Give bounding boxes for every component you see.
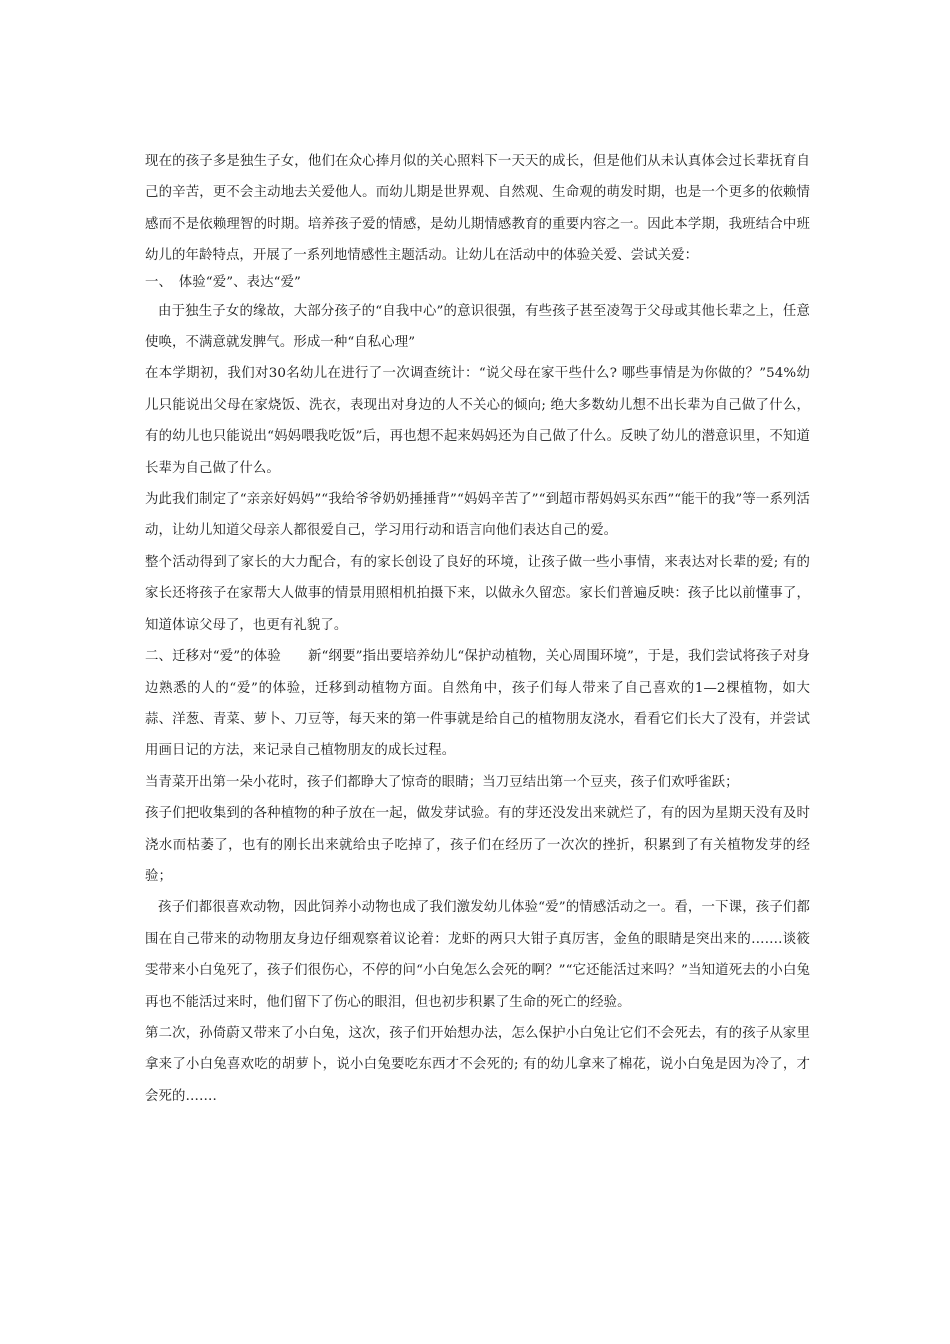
paragraph: 当青菜开出第一朵小花时，孩子们都睁大了惊奇的眼睛；当刀豆结出第一个豆夹，孩子们欢呼雀跃； bbox=[145, 774, 739, 790]
section-heading-1: 一、 体验“爱”、表达“爱” bbox=[145, 274, 301, 290]
paragraph: 第二次，孙倚蔚又带来了小白兔，这次，孩子们开始想办法，怎么保护小白兔让它们不会死去，有的孩子从家里拿来了小白兔喜欢吃的胡萝卜，说小白兔要吃东西才不会死的; 有的幼儿拿来了棉花，说小白兔是因为冷了，才会死的……. bbox=[145, 1025, 810, 1104]
paragraph: 孩子们都很喜欢动物，因此饲养小动物也成了我们激发幼儿体验“爱”的情感活动之一。看，一下课，孩子们都围在自己带来的动物朋友身边仔细观察着议论着：龙虾的两只大钳子真厉害，金鱼的眼睛是突出来的…….谈筱雯带来小白兔死了，孩子们很伤心，不停的问“小白兔怎么会死的啊？”“它还能活过来吗？”当知道死去的小白兔再也不能活过来时，他们留下了伤心的眼泪，但也初步积累了生命的死亡的经验。 bbox=[145, 900, 810, 1010]
paragraph: 在本学期初，我们对30名幼儿在进行了一次调查统计：“说父母在家干些什么? 哪些事情是为你做的？”54%幼儿只能说出父母在家烧饭、洗衣，表现出对身边的人不关心的倾向; 绝大多数幼儿想不出长辈为自己做了什么，有的幼儿也只能说出“妈妈喂我吃饭”后，再也想不起来妈妈还为自己做了什么。反映了幼儿的潜意识里，不知道长辈为自己做了什么。 bbox=[145, 366, 810, 476]
paragraph: 孩子们把收集到的各种植物的种子放在一起，做发芽试验。有的芽还没发出来就烂了，有的因为星期天没有及时浇水而枯萎了，也有的刚长出来就给虫子吃掉了，孩子们在经历了一次次的挫折，积累到了有关植物发芽的经验； bbox=[145, 806, 810, 884]
section-heading-2-paragraph: 二、迁移对“爱”的体验 新“纲要”指出要培养幼儿“保护动植物，关心周围环境”，于是，我们尝试将孩子对身边熟悉的人的“爱”的体验，迁移到动植物方面。自然角中，孩子们每人带来了自己喜欢的1—2棵植物，如大蒜、洋葱、青菜、萝卜、刀豆等，每天来的第一件事就是给自己的植物朋友浇水，看看它们长大了没有，并尝试用画日记的方法，来记录自己植物朋友的成长过程。 bbox=[145, 649, 810, 759]
paragraph: 整个活动得到了家长的大力配合，有的家长创设了良好的环境，让孩子做一些小事情，来表达对长辈的爱; 有的家长还将孩子在家帮大人做事的情景用照相机拍摄下来，以做永久留恋。家长们普遍反映：孩子比以前懂事了，知道体谅父母了，也更有礼貌了。 bbox=[145, 554, 810, 633]
paragraph: 由于独生子女的缘故，大部分孩子的“自我中心”的意识很强，有些孩子甚至凌驾于父母或其他长辈之上，任意使唤，不满意就发脾气。形成一种“自私心理” bbox=[145, 303, 810, 351]
paragraph: 为此我们制定了“亲亲好妈妈”“我给爷爷奶奶捶捶背”“妈妈辛苦了”“到超市帮妈妈买东西”“能干的我”等一系列活动，让幼儿知道父母亲人都很爱自己，学习用行动和语言向他们表达自己的爱。 bbox=[145, 492, 810, 539]
intro-paragraph: 现在的孩子多是独生子女，他们在众心捧月似的关心照料下一天天的成长，但是他们从未认真体会过长辈抚育自己的辛苦，更不会主动地去关爱他人。而幼儿期是世界观、自然观、生命观的萌发时期，也是一个更多的依赖情感而不是依赖理智的时期。培养孩子爱的情感，是幼儿期情感教育的重要内容之一。因此本学期，我班结合中班幼儿的年龄特点，开展了一系列地情感性主题活动。让幼儿在活动中的体验关爱、尝试关爱： bbox=[145, 154, 810, 264]
document-page bbox=[145, 146, 810, 1112]
